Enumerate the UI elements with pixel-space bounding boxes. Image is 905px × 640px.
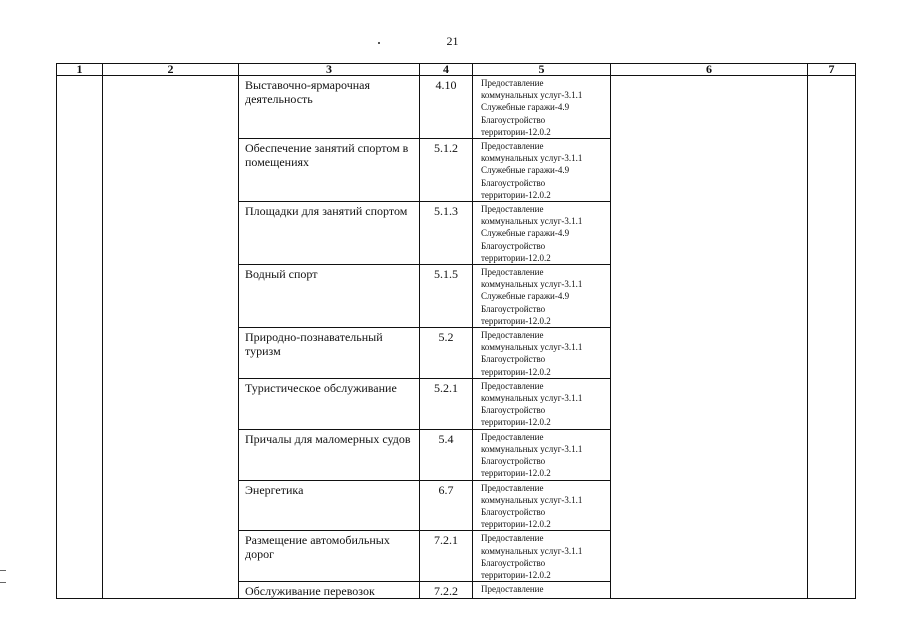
aux-uses: [473, 76, 611, 139]
col-header: 2: [103, 64, 239, 76]
use-name: Выставочно-ярмарочная деятельность: [239, 76, 420, 139]
col-header: 5: [473, 64, 611, 76]
use-code: 5.1.5: [420, 265, 473, 328]
aux-uses: [473, 480, 611, 531]
col6-cell: [611, 76, 808, 599]
col-header: 6: [611, 64, 808, 76]
col2-cell: [103, 76, 239, 599]
header-row: [57, 64, 856, 76]
col7-cell: [808, 76, 856, 599]
aux-uses-text: Предоставление: [481, 584, 544, 595]
aux-uses: [473, 531, 611, 582]
use-code: 7.2.2: [420, 582, 473, 599]
aux-uses: [473, 139, 611, 202]
use-name: Площадки для занятий спортом: [239, 202, 420, 265]
col-header: 3: [239, 64, 420, 76]
col-header: 4: [420, 64, 473, 76]
use-name: Обслуживание перевозок: [239, 582, 420, 599]
aux-uses-text: Предоставление коммунальных услуг-3.1.1 Служебные гаражи-4.9 Благоустройство территории-12.0.2: [481, 141, 583, 200]
margin-tick: [0, 570, 6, 571]
aux-uses-text: Предоставление коммунальных услуг-3.1.1 Благоустройство территории-12.0.2: [481, 533, 583, 580]
margin-tick: [0, 582, 6, 583]
use-name: Водный спорт: [239, 265, 420, 328]
use-name: Причалы для маломерных судов: [239, 429, 420, 480]
aux-uses-text: Предоставление коммунальных услуг-3.1.1 Благоустройство территории-12.0.2: [481, 330, 583, 377]
use-name: Размещение автомобильных дорог: [239, 531, 420, 582]
use-code: 5.2.1: [420, 378, 473, 429]
use-code: 5.1.2: [420, 139, 473, 202]
aux-uses-text: Предоставление коммунальных услуг-3.1.1 Служебные гаражи-4.9 Благоустройство территории-12.0.2: [481, 78, 583, 137]
aux-uses: [473, 202, 611, 265]
use-code: 5.4: [420, 429, 473, 480]
aux-uses: [473, 582, 611, 599]
table-row: [57, 76, 856, 139]
aux-uses: [473, 265, 611, 328]
aux-uses-text: Предоставление коммунальных услуг-3.1.1 Благоустройство территории-12.0.2: [481, 482, 583, 530]
page-number: 21: [446, 34, 459, 48]
col1-cell: [57, 76, 103, 599]
col-header: 7: [808, 64, 856, 76]
aux-uses: [473, 429, 611, 480]
use-code: 6.7: [420, 480, 473, 531]
stray-mark: [378, 42, 380, 44]
col-header: 1: [57, 64, 103, 76]
use-code: 5.2: [420, 328, 473, 379]
use-name: Энергетика: [239, 480, 420, 531]
use-name: Природно-познавательный туризм: [239, 328, 420, 379]
aux-uses-text: Предоставление коммунальных услуг-3.1.1 Служебные гаражи-4.9 Благоустройство территории-12.0.2: [481, 267, 583, 326]
use-name: Обеспечение занятий спортом в помещениях: [239, 139, 420, 202]
permitted-use-table: [56, 63, 856, 599]
aux-uses-text: Предоставление коммунальных услуг-3.1.1 Благоустройство территории-12.0.2: [481, 380, 583, 428]
use-name: Туристическое обслуживание: [239, 378, 420, 429]
use-code: 7.2.1: [420, 531, 473, 582]
use-code: 5.1.3: [420, 202, 473, 265]
aux-uses-text: Предоставление коммунальных услуг-3.1.1 Служебные гаражи-4.9 Благоустройство территории-12.0.2: [481, 204, 583, 263]
aux-uses: [473, 378, 611, 429]
aux-uses-text: Предоставление коммунальных услуг-3.1.1 Благоустройство территории-12.0.2: [481, 431, 583, 479]
aux-uses: [473, 328, 611, 379]
use-code: 4.10: [420, 76, 473, 139]
